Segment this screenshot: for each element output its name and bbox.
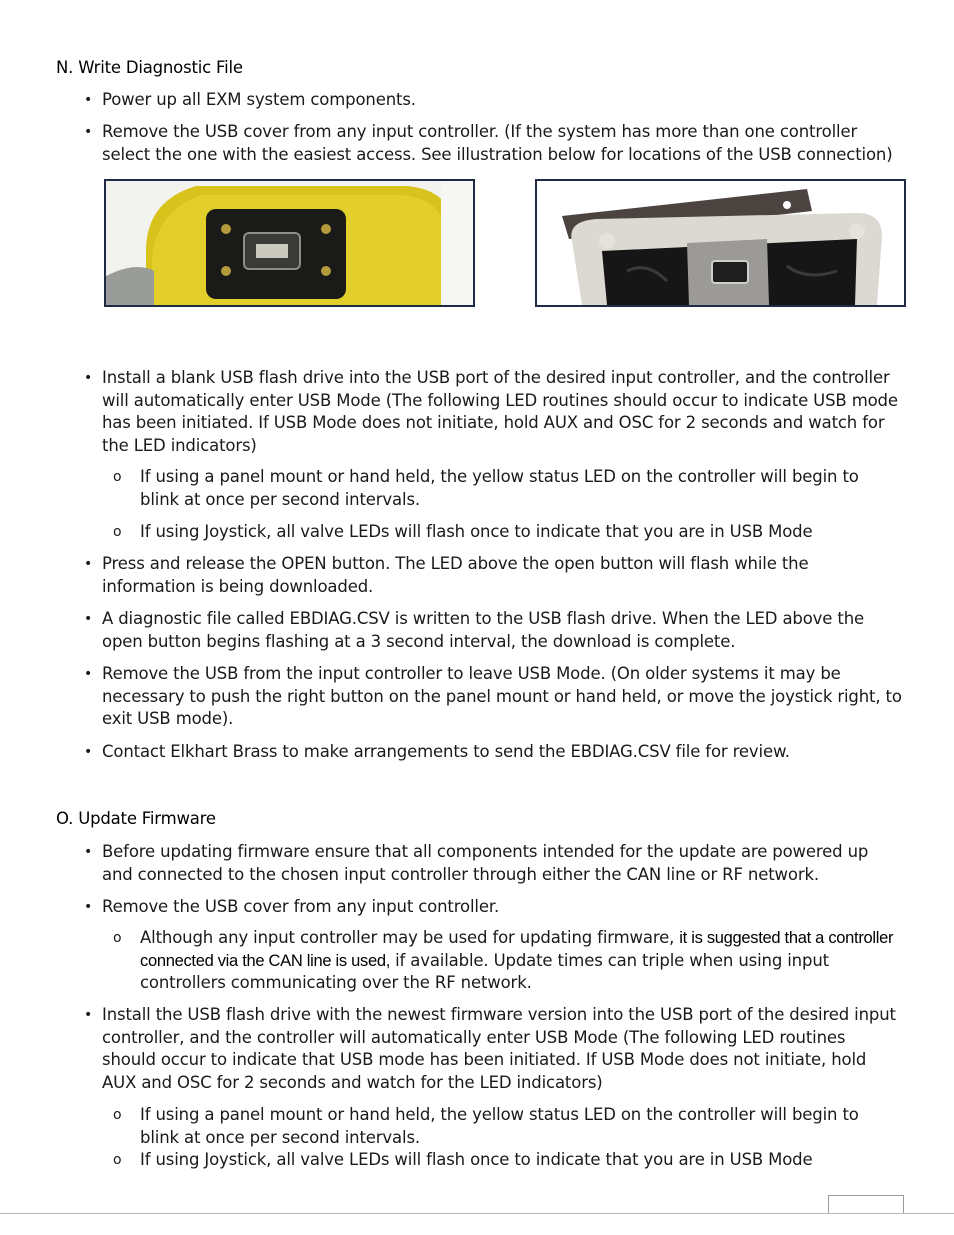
panel-mount-usb-illustration xyxy=(537,181,904,305)
list-item: • Press and release the OPEN button. The LED above the open button will flash while the information is being downloaded. xyxy=(102,553,902,598)
sub-list-item: o If using a panel mount or hand held, the yellow status LED on the controller will begin to blink at once per second intervals. xyxy=(140,1104,900,1149)
note-text: if available. Update times can triple when using input controllers communicating over the RF network. xyxy=(140,950,829,993)
sub-list-item: o If using a panel mount or hand held, the yellow status LED on the controller will begin to blink at once per second intervals. xyxy=(140,466,900,511)
section-o-heading: O. Update Firmware xyxy=(56,809,216,828)
list-item: • Remove the USB cover from any input controller. xyxy=(102,896,902,919)
list-item: • Contact Elkhart Brass to make arrangements to send the EBDIAG.CSV file for review. xyxy=(102,741,902,764)
page-number-box xyxy=(828,1195,904,1213)
section-n-heading: N. Write Diagnostic File xyxy=(56,58,243,77)
note-text: Although any input controller may be used for updating firmware, xyxy=(140,928,680,947)
list-item: • Before updating firmware ensure that all components intended for the update are powered up and connected to the chosen input controller through either the CAN line or RF network. xyxy=(102,841,902,886)
handheld-usb-photo xyxy=(104,179,475,307)
panel-mount-usb-photo xyxy=(535,179,906,307)
list-item: • Remove the USB cover from any input controller. (If the system has more than one controller select the one with the easiest access. See illustration below for locations of the USB connection) xyxy=(102,121,902,166)
list-item: • A diagnostic file called EBDIAG.CSV is written to the USB flash drive. When the LED above the open button begins flashing at a 3 second interval, the download is complete. xyxy=(102,608,902,653)
footer-rule xyxy=(0,1213,954,1214)
sub-list-item: o If using Joystick, all valve LEDs will flash once to indicate that you are in USB Mode xyxy=(140,521,900,544)
sub-list-item: o If using Joystick, all valve LEDs will flash once to indicate that you are in USB Mode xyxy=(140,1149,900,1172)
list-item: • Install the USB flash drive with the newest firmware version into the USB port of the desired input controller, and the controller will automatically enter USB Mode (The following LED routines should occur to indicate that USB mode has been initiated. If USB Mode does not initiate, hold AUX and OSC for 2 seconds and watch for the LED indicators) xyxy=(102,1004,902,1094)
note-emphasis: it is suggested that a controller connected via the CAN line is used, xyxy=(140,929,894,970)
list-item: • Remove the USB from the input controller to leave USB Mode. (On older systems it may be necessary to push the right button on the panel mount or hand held, or move the joystick right, to exit USB mode). xyxy=(102,663,902,731)
sub-list-item-note xyxy=(140,927,900,995)
list-item: • Power up all EXM system components. xyxy=(102,89,902,112)
handheld-usb-illustration xyxy=(106,181,473,305)
list-item: • Install a blank USB flash drive into the USB port of the desired input controller, and the controller will automatically enter USB Mode (The following LED routines should occur to indicate USB mode has been initiated. If USB Mode does not initiate, hold AUX and OSC for 2 seconds and watch for the LED indicators) xyxy=(102,367,902,457)
